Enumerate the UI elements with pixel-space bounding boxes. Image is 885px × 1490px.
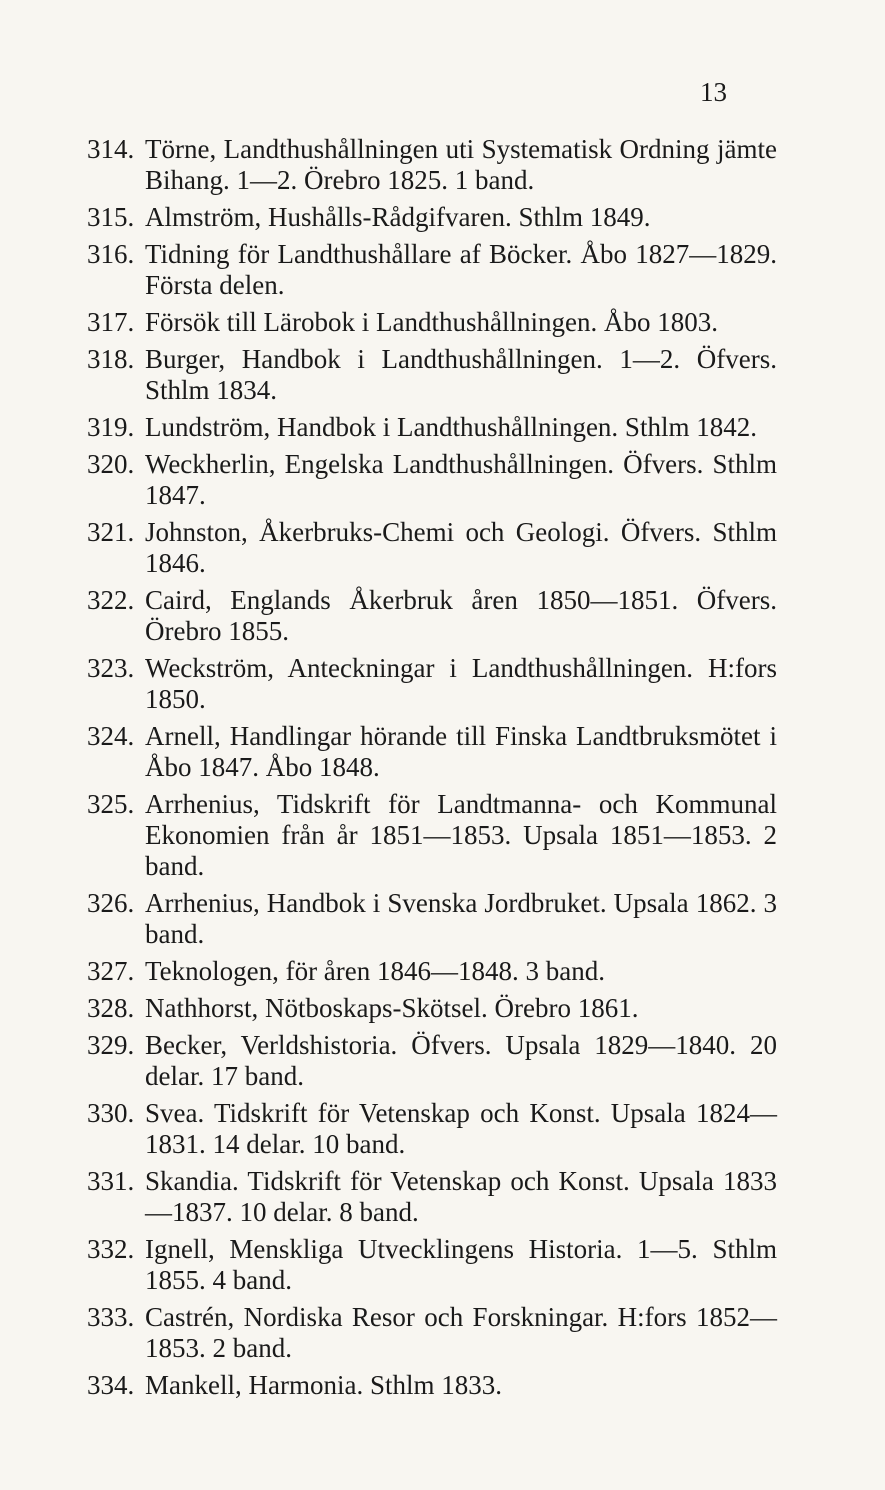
entry-number: 324. [87, 721, 135, 751]
catalog-entries [87, 134, 777, 1407]
entry-number: 316. [87, 239, 135, 269]
catalog-entry [87, 1370, 777, 1401]
entry-number: 332. [87, 1234, 135, 1264]
entry-number: 314. [87, 134, 135, 164]
entry-text: Lundström, Handbok i Landthushållningen. Sthlm 1842. [145, 412, 757, 442]
entry-number: 327. [87, 956, 135, 986]
catalog-entry [87, 993, 777, 1024]
catalog-entry [87, 202, 777, 233]
catalog-entry [87, 653, 777, 715]
entry-number: 315. [87, 202, 135, 232]
catalog-entry [87, 1166, 777, 1228]
entry-text: Becker, Verldshistoria. Öfvers. Upsala 1829—1840. 20 delar. 17 band. [145, 1030, 777, 1091]
entry-number: 333. [87, 1302, 135, 1332]
entry-number: 330. [87, 1098, 135, 1128]
entry-text: Burger, Handbok i Landthushållningen. 1—2. Öfvers. Sthlm 1834. [145, 344, 777, 405]
entry-text: Almström, Hushålls-Rådgifvaren. Sthlm 1849. [145, 202, 651, 232]
catalog-entry [87, 449, 777, 511]
catalog-entry [87, 721, 777, 783]
catalog-entry [87, 307, 777, 338]
entry-text: Svea. Tidskrift för Vetenskap och Konst. Upsala 1824—1831. 14 delar. 10 band. [145, 1098, 777, 1159]
entry-number: 322. [87, 585, 135, 615]
entry-number: 320. [87, 449, 135, 479]
entry-text: Arrhenius, Tidskrift för Landtmanna- och Kommunal Ekonomien från år 1851—1853. Upsala 1851—1853. 2 band. [145, 789, 777, 881]
entry-number: 331. [87, 1166, 135, 1196]
catalog-entry [87, 1234, 777, 1296]
entry-number: 329. [87, 1030, 135, 1060]
catalog-entry [87, 412, 777, 443]
catalog-entry [87, 517, 777, 579]
catalog-entry [87, 344, 777, 406]
entry-text: Nathhorst, Nötboskaps-Skötsel. Örebro 1861. [145, 993, 639, 1023]
catalog-entry [87, 1030, 777, 1092]
entry-text: Skandia. Tidskrift för Vetenskap och Konst. Upsala 1833—1837. 10 delar. 8 band. [145, 1166, 777, 1227]
entry-number: 317. [87, 307, 135, 337]
entry-text: Caird, Englands Åkerbruk åren 1850—1851. Öfvers. Örebro 1855. [145, 585, 777, 646]
entry-number: 334. [87, 1370, 135, 1400]
entry-text: Tidning för Landthushållare af Böcker. Åbo 1827—1829. Första delen. [145, 239, 777, 300]
entry-number: 323. [87, 653, 135, 683]
catalog-entry [87, 789, 777, 882]
catalog-entry [87, 239, 777, 301]
entry-number: 321. [87, 517, 135, 547]
catalog-entry [87, 134, 777, 196]
entry-text: Castrén, Nordiska Resor och Forskningar. H:fors 1852—1853. 2 band. [145, 1302, 777, 1363]
entry-number: 326. [87, 888, 135, 918]
entry-text: Törne, Landthushållningen uti Systematisk Ordning jämte Bihang. 1—2. Örebro 1825. 1 band. [145, 134, 777, 195]
entry-text: Weckström, Anteckningar i Landthushållningen. H:fors 1850. [145, 653, 777, 714]
page-number: 13 [700, 77, 727, 107]
entry-text: Arnell, Handlingar hörande till Finska Landtbruksmötet i Åbo 1847. Åbo 1848. [145, 721, 777, 782]
catalog-entry [87, 888, 777, 950]
entry-number: 328. [87, 993, 135, 1023]
entry-text: Johnston, Åkerbruks-Chemi och Geologi. Öfvers. Sthlm 1846. [145, 517, 777, 578]
catalog-entry [87, 585, 777, 647]
entry-number: 325. [87, 789, 135, 819]
entry-text: Arrhenius, Handbok i Svenska Jordbruket. Upsala 1862. 3 band. [145, 888, 777, 949]
catalog-entry [87, 1098, 777, 1160]
entry-number: 319. [87, 412, 135, 442]
entry-text: Teknologen, för åren 1846—1848. 3 band. [145, 956, 606, 986]
catalog-entry [87, 956, 777, 987]
entry-text: Försök till Lärobok i Landthushållningen. Åbo 1803. [145, 307, 718, 337]
entry-number: 318. [87, 344, 135, 374]
entry-text: Ignell, Menskliga Utvecklingens Historia. 1—5. Sthlm 1855. 4 band. [145, 1234, 777, 1295]
catalog-entry [87, 1302, 777, 1364]
entry-text: Mankell, Harmonia. Sthlm 1833. [145, 1370, 502, 1400]
entry-text: Weckherlin, Engelska Landthushållningen. Öfvers. Sthlm 1847. [145, 449, 777, 510]
